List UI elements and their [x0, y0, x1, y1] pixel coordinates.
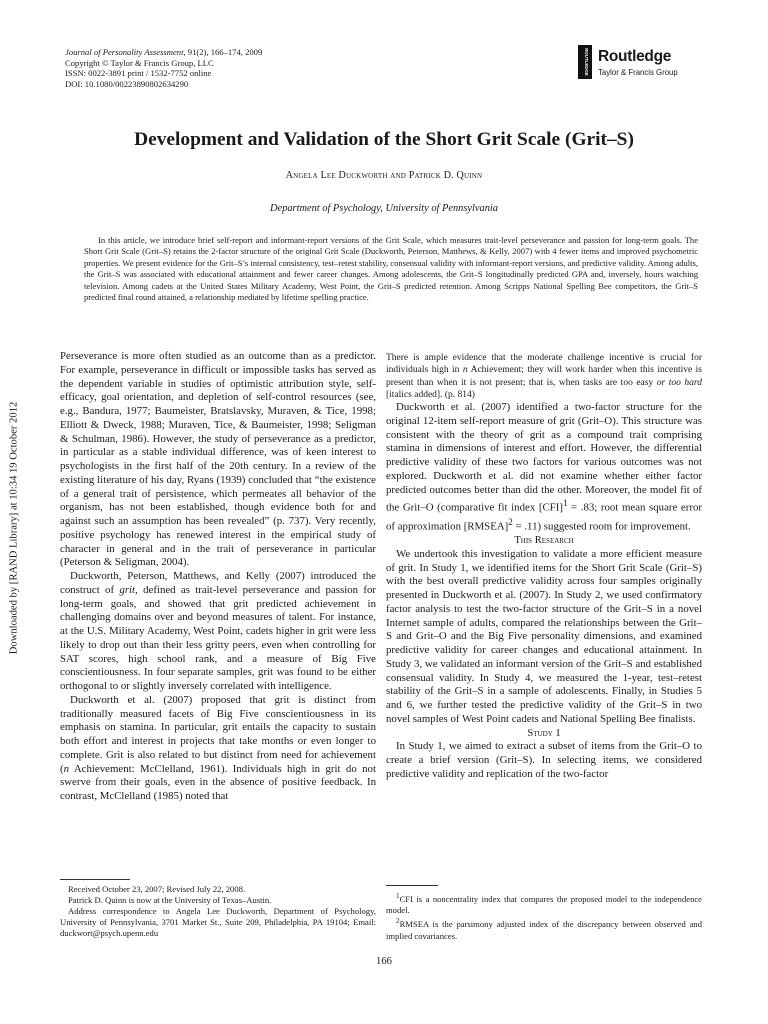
journal-issn: ISSN: 0022-3891 print / 1532-7752 online	[65, 68, 212, 79]
paragraph: Duckworth et al. (2007) proposed that grit is distinct from traditionally measured facets of Big Five conscientiousness in its emphasis on stamina. In particular, grit entails the capacity to sustain both effort and interest in projects that take months or even longer to complete. Grit is also related to but distinct from need for achievement (n Achievement: McClelland, 1961). Individuals high in grit do not swerve from their goals, even in the absence of positive feedback. In contrast, McClelland (1985) noted that	[60, 693, 376, 802]
article-authors: Angela Lee Duckworth and Patrick D. Quinn	[285, 170, 483, 181]
correspondence-note: Address correspondence to Angela Lee Duckworth, Department of Psychology, University of Pennsylvania, 3701 Market St., Suite 209, Philadelphia, PA 19104; Email: duckwort@psych.upenn.edu	[60, 906, 376, 939]
footnote: $^2$RMSEA is the parsimony adjusted index of the discrepancy between observed and implied covariances.	[386, 917, 702, 941]
paragraph: In Study 1, we aimed to extract a subset of items from the Grit–O to create a brief version (Grit–S). In selecting items, we considered predictive validity and replication of the two-factor	[386, 740, 702, 780]
article-title: Development and Validation of the Short Grit Scale (Grit–S)	[134, 129, 634, 150]
page-number: 166	[376, 956, 392, 967]
publisher-name: Routledge	[598, 48, 672, 65]
footnotes	[386, 891, 702, 942]
paragraph: Duckworth, Peterson, Matthews, and Kelly (2007) introduced the construct of grit, defined as trait-level perseverance and passion for long-term goals, and showed that grit predicted achievement in challenging domains over and beyond measures of talent. For instance, at the U.S. Military Academy, West Point, cadets higher in grit were less likely to drop out than their less gritty peers, even when controlling for SAT scores, high school rank, and a measure of Big Five conscientiousness. In four separate samples, grit was found to be either orthogonal to or slightly inversely correlated with intelligence.	[60, 570, 377, 692]
download-stamp-text: Downloaded by [RAND Library] at 10:34 19 October 2012	[8, 401, 20, 654]
journal-doi: DOI: 10.1080/00223890802634290	[65, 78, 189, 89]
paragraph: We undertook this investigation to validate a more efficient measure of grit. In Study 1, we identified items for the Short Grit Scale (Grit–S) with the best overall predictive validity across four samples originally presented in Duckworth et al. (2007). In Study 2, we used confirmatory factor analysis to test the two-factor structure of the Grit–S in a novel Internet sample of adults, compared the relationships between the Grit–S and Grit–O and the Big Five personality dimensions, and examined predictive validity for career changes and educational attainment. In Study 3, we validated an informant version of the Grit–S and established consensual validity. In Study 4, we measured the 1-year, test–retest stability of the Grit–S in a sample of adolescents. Finally, in Studies 5 and 6, we further tested the predictive validity of the Grit–S in two novel samples of West Point cadets and National Spelling Bee finalists.	[386, 547, 702, 725]
author-notes	[60, 884, 376, 939]
journal-header	[65, 47, 405, 89]
journal-citation: Journal of Personality Assessment, 91(2), 166–174, 2009	[65, 47, 263, 57]
article-abstract: In this article, we introduce brief self-report and informant-report versions of the Grit Scale, which measures trait-level perseverance and passion for long-term goals. The Short Grit Scale (Grit–S) retains the 2-factor structure of the original Grit Scale (Duckworth, Peterson, Matthews, & Kelly, 2007) with 4 fewer items and improved psychometric properties. We present evidence for the Grit–S’s internal consistency, test–retest stability, consensual validity with informant-report versions, and predictive validity. Among adults, the Grit–S was associated with educational attainment and fewer career changes. Among adolescents, the Grit–S longitudinally predicted GPA and, inversely, hours watching television. Among cadets at the United States Military Academy, West Point, the Grit–S predicted retention. Among Scripps National Spelling Bee competitors, the Grit–S predicted final round attained, a relationship mediated by lifetime spelling practice.	[84, 235, 698, 303]
author-note: Patrick D. Quinn is now at the University of Texas–Austin.	[68, 895, 272, 906]
left-column	[60, 350, 376, 804]
download-stamp	[7, 355, 21, 700]
right-column	[386, 352, 702, 782]
publisher-logo	[578, 45, 708, 81]
logo-mark-text: ROUTLEDGE	[584, 48, 589, 76]
section-heading: Study 1	[527, 727, 561, 739]
block-quote: There is ample evidence that the moderate challenge incentive is crucial for individuals high in n Achievement; they will work harder when this incentive is present than when it is not present; that is, when tasks are too easy or too hard [italics added]. (p. 814)	[386, 353, 703, 400]
footnote-rule	[60, 879, 130, 880]
article-affiliation: Department of Psychology, University of Pennsylvania	[270, 203, 498, 214]
paragraph: Duckworth et al. (2007) identified a two-factor structure for the original 12-item self-report measure of grit (Grit–O). This structure was consistent with the theory of grit as a compound trait comprising stamina in dimensions of interest and effort. However, the differential predictive validity of these two factors for various outcomes was not explored. Duckworth et al. did not examine whether either factor predicted outcomes better than did the other. Moreover, the model fit of the Grit–O (comparative fit index [CFI]$^1$ = .83; root mean square error of approximation [RMSEA]$^2$ = .11) suggested room for improvement.	[386, 401, 702, 533]
paragraph: Perseverance is more often studied as an outcome than as a predictor. For example, perseverance in difficult or impossible tasks has served as the dependent variable in studies of optimistic attribution style, self-efficacy, goal orientation, and depletion of self-control resources (see, e.g., Bandura, 1977; Baumeister, Bratslavsky, Muraven, & Tice, 1998; Elliott & Dweck, 1988; Muraven, Tice, & Baumeister, 1998; Seligman & Schulman, 1986). However, the study of perseverance as a predictor, in particular as a stable individual difference, was of keen interest to psychologists in the first half of the 20th century. In a review of the existing literature of his day, Ryans (1939) concluded that “the existence of a general trait of persistence, which permeates all behavior of the organism, has not been established, though evidence both for and against such an assumption has been revealed” (p. 737). Very recently, positive psychology has renewed interest in the empirical study of character in general and in the trait of perseverance in particular (Peterson & Seligman, 2004).	[60, 350, 376, 569]
section-heading: This Research	[514, 535, 574, 547]
received-note: Received October 23, 2007; Revised July 22, 2008.	[68, 884, 246, 894]
journal-name: Journal of Personality Assessment	[65, 47, 184, 57]
journal-copyright: Copyright © Taylor & Francis Group, LLC	[65, 57, 214, 68]
footnote-rule	[386, 885, 438, 886]
routledge-mark-icon	[578, 45, 592, 79]
publisher-subtitle: Taylor & Francis Group	[598, 68, 678, 77]
footnote: $^1$CFI is a noncentrality index that compares the proposed model to the independence model.	[386, 892, 702, 916]
